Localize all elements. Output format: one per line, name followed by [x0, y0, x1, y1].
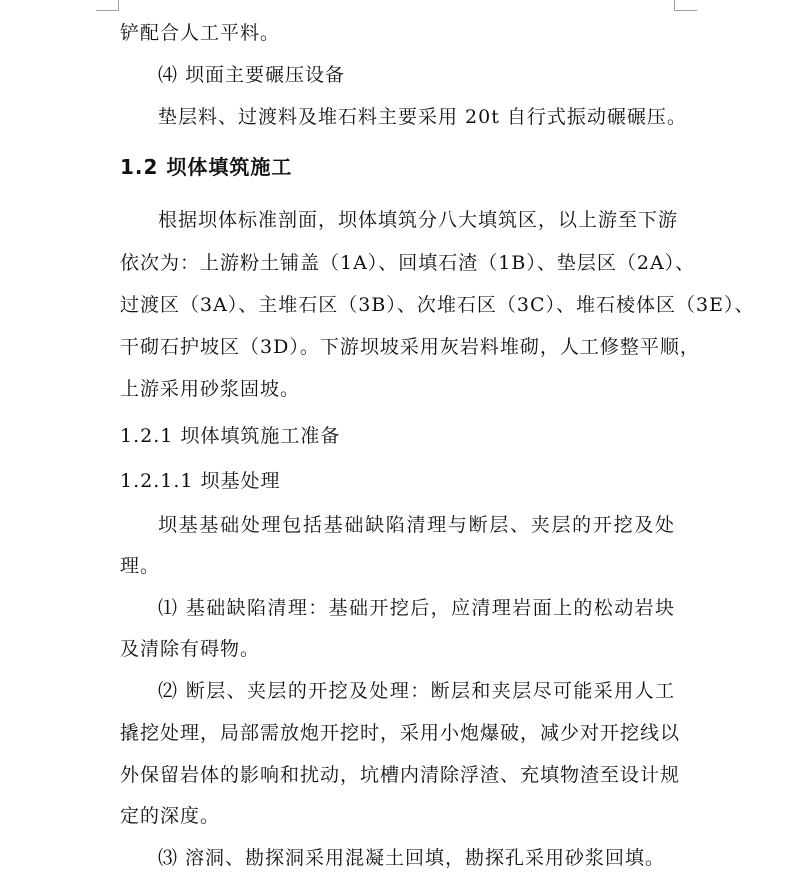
list-item-line: 外保留岩体的影响和扰动，坑槽内清除浮渣、充填物渣至设计规 — [120, 764, 681, 786]
list-item-line: ⑵ 断层、夹层的开挖及处理：断层和夹层尽可能采用人工 — [158, 680, 675, 702]
list-item-line: ⑴ 基础缺陷清理：基础开挖后，应清理岩面上的松动岩块 — [158, 597, 675, 619]
crop-mark-left — [96, 0, 119, 11]
paragraph-line: 干砌石护坡区（3D）。下游坝坡采用灰岩料堆砌，人工修整平顺， — [120, 336, 700, 358]
paragraph-line: 过渡区（3A）、主堆石区（3B）、次堆石区（3C）、堆石棱体区（3E）、 — [120, 294, 755, 316]
subsection-heading: 1.2.1 坝体填筑施工准备 — [120, 425, 341, 447]
list-item-line: 及清除有碍物。 — [120, 638, 261, 660]
paragraph-line: 上游采用砂浆固坡。 — [120, 378, 301, 400]
list-item-line: 定的深度。 — [120, 805, 221, 827]
text-line: 垫层料、过渡料及堆石料主要采用 20t 自行式振动碾碾压。 — [158, 106, 687, 128]
paragraph-line: 依次为：上游粉土铺盖（1A）、回填石渣（1B）、垫层区（2A）、 — [120, 252, 696, 274]
section-heading: 1.2 坝体填筑施工 — [120, 155, 293, 179]
paragraph-line: 理。 — [120, 555, 161, 577]
paragraph-line: 根据坝体标准剖面，坝体填筑分八大填筑区，以上游至下游 — [158, 209, 679, 231]
text-line: 铲配合人工平料。 — [120, 22, 281, 44]
paragraph-line: 坝基基础处理包括基础缺陷清理与断层、夹层的开挖及处 — [158, 514, 675, 536]
list-item-line: 撬挖处理，局部需放炮开挖时，采用小炮爆破，减少对开挖线以 — [120, 722, 681, 744]
list-item-heading: ⑷ 坝面主要碾压设备 — [158, 64, 346, 86]
crop-mark-right — [674, 0, 697, 11]
subsubsection-heading: 1.2.1.1 坝基处理 — [120, 470, 281, 492]
list-item-line: ⑶ 溶洞、勘探洞采用混凝土回填，勘探孔采用砂浆回填。 — [158, 847, 666, 869]
